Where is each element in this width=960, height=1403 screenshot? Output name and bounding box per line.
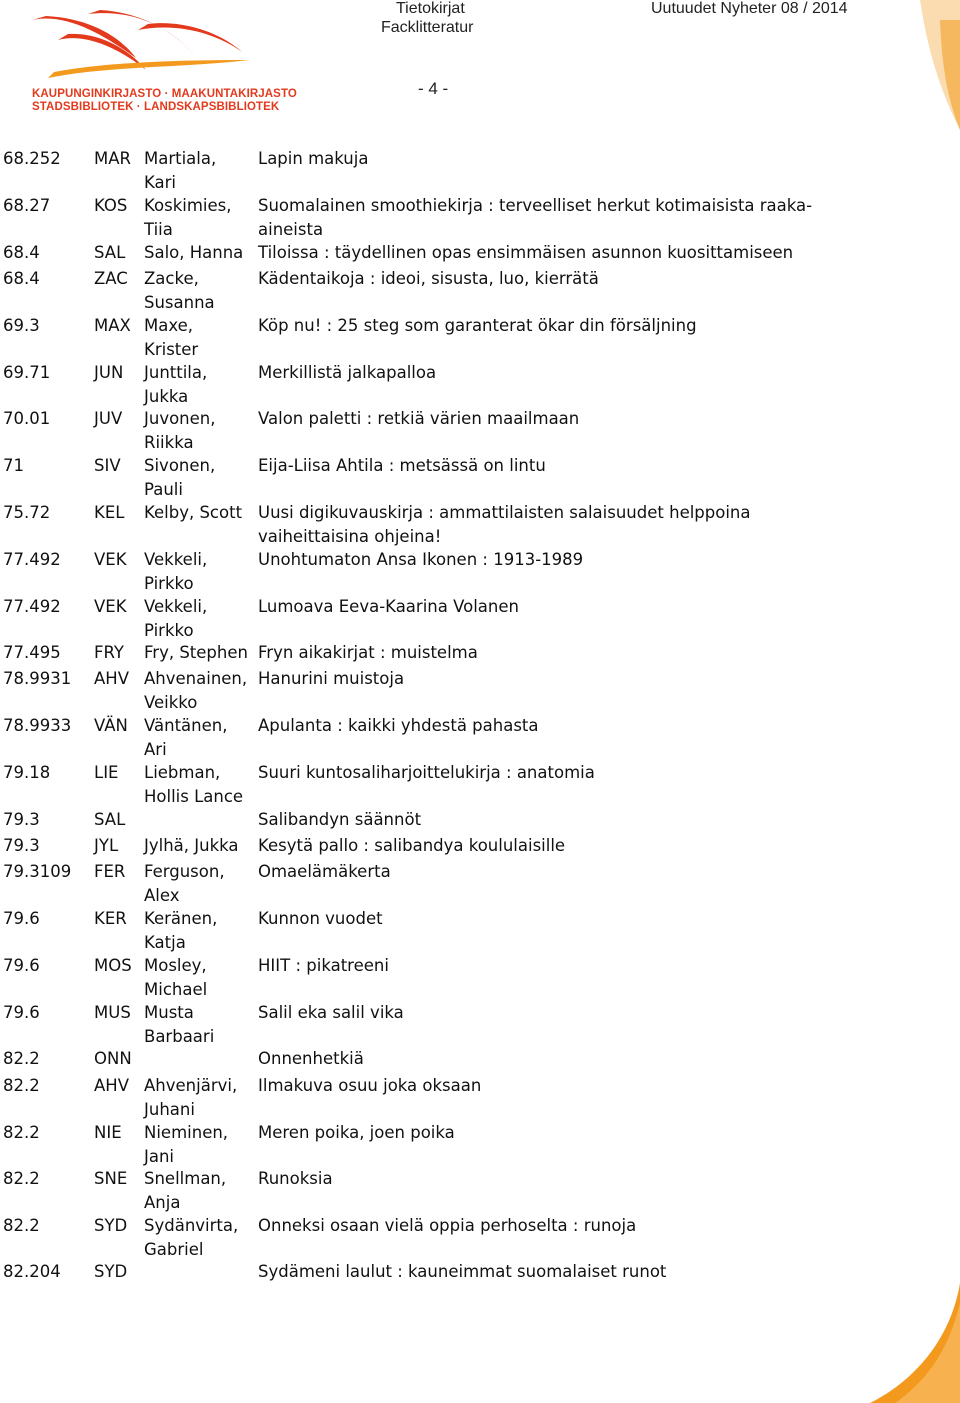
class-number: 71 [3,456,24,475]
author: Vekkeli, Pirkko [144,550,208,593]
shelf-code: AHV [94,669,129,688]
author: Martiala, Kari [144,149,217,192]
class-number: 79.3 [3,836,40,855]
shelf-code: KEL [94,503,125,522]
class-number: 75.72 [3,503,51,522]
author: Junttila, Jukka [144,363,208,406]
class-number: 68.4 [3,269,40,288]
logo-text-line2: STADSBIBLIOTEK · LANDSKAPSBIBLIOTEK [32,101,280,113]
class-number: 70.01 [3,409,51,428]
author: Keränen, Katja [144,909,218,952]
shelf-code: ZAC [94,269,128,288]
book-title: Suomalainen smoothiekirja : terveelliset herkut kotimaisista raaka-aineista [258,196,813,239]
shelf-code: SYD [94,1216,128,1235]
shelf-code: SAL [94,243,126,262]
class-number: 77.495 [3,643,61,662]
shelf-code: FRY [94,643,124,662]
shelf-code: JYL [94,836,119,855]
author: Salo, Hanna [144,243,244,262]
author: Ahvenainen, Veikko [144,669,248,712]
header-issue: Uutuudet Nyheter 08 / 2014 [651,0,848,17]
author: Koskimies, Tiia [144,196,232,239]
class-number: 79.6 [3,909,40,928]
shelf-code: KOS [94,196,128,215]
book-title: Unohtumaton Ansa Ikonen : 1913-1989 [258,550,584,569]
class-number: 78.9933 [3,716,72,735]
class-number: 79.3109 [3,862,72,881]
author: Väntänen, Ari [144,716,228,759]
book-title: Kunnon vuodet [258,909,383,928]
shelf-code: MOS [94,956,132,975]
class-number: 68.4 [3,243,40,262]
author: Ahvenjärvi, Juhani [144,1076,238,1119]
library-logo [28,8,297,114]
book-title: Apulanta : kaikki yhdestä pahasta [258,716,539,735]
book-title: Salibandyn säännöt [258,810,422,829]
book-title: Sydämeni laulut : kauneimmat suomalaiset runot [258,1262,667,1281]
book-title: Salil eka salil vika [258,1003,404,1022]
shelf-code: LIE [94,763,119,782]
author: Nieminen, Jani [144,1123,229,1166]
shelf-code: FER [94,862,126,881]
shelf-code: VEK [94,597,127,616]
class-number: 68.252 [3,149,61,168]
header-category-fi: Tietokirjat [396,0,465,17]
shelf-code: JUV [94,409,123,428]
shelf-code: NIE [94,1123,122,1142]
book-title: Suuri kuntosaliharjoittelukirja : anatomia [258,763,595,782]
book-title: Onnenhetkiä [258,1049,364,1068]
page-number: - 4 - [418,79,449,98]
shelf-code: JUN [94,363,124,382]
author: Ferguson, Alex [144,862,225,905]
book-title: Meren poika, joen poika [258,1123,455,1142]
class-number: 79.3 [3,810,40,829]
shelf-code: AHV [94,1076,129,1095]
book-title: Eija-Liisa Ahtila : metsässä on lintu [258,456,546,475]
shelf-code: VEK [94,550,127,569]
author: Liebman, Hollis Lance [144,763,244,806]
class-number: 68.27 [3,196,51,215]
book-title: Lapin makuja [258,149,369,168]
class-number: 77.492 [3,550,61,569]
shelf-code: SYD [94,1262,128,1281]
class-number: 82.204 [3,1262,61,1281]
author: Fry, Stephen [144,643,248,662]
class-number: 82.2 [3,1076,40,1095]
author: Sivonen, Pauli [144,456,216,499]
shelf-code: MUS [94,1003,131,1022]
author: Maxe, Krister [144,316,199,359]
class-number: 77.492 [3,597,61,616]
author: Kelby, Scott [144,503,243,522]
shelf-code: KER [94,909,127,928]
book-title: Omaelämäkerta [258,862,391,881]
book-title: Köp nu! : 25 steg som garanterat ökar din försäljning [258,316,697,335]
class-number: 79.6 [3,1003,40,1022]
shelf-code: SIV [94,456,121,475]
book-title: Valon paletti : retkiä värien maailmaan [258,409,580,428]
author: Mosley, Michael [144,956,208,999]
book-title: Kesytä pallo : salibandya koululaisille [258,836,566,855]
book-title: Fryn aikakirjat : muistelma [258,643,478,662]
class-number: 82.2 [3,1123,40,1142]
class-number: 82.2 [3,1049,40,1068]
author: Musta Barbaari [144,1003,215,1046]
book-title: Tiloissa : täydellinen opas ensimmäisen asunnon kuosittamiseen [258,243,794,262]
shelf-code: MAR [94,149,131,168]
decorative-swoosh-bottom [840,1283,960,1403]
author: Zacke, Susanna [144,269,215,312]
shelf-code: SNE [94,1169,128,1188]
class-number: 69.71 [3,363,51,382]
book-title: Lumoava Eeva-Kaarina Volanen [258,597,519,616]
shelf-code: VÄN [94,716,128,735]
class-number: 69.3 [3,316,40,335]
book-title: HIIT : pikatreeni [258,956,389,975]
class-number: 79.18 [3,763,51,782]
class-number: 82.2 [3,1169,40,1188]
book-title: Kädentaikoja : ideoi, sisusta, luo, kierrätä [258,269,599,288]
shelf-code: ONN [94,1049,132,1068]
author: Juvonen, Riikka [144,409,216,452]
book-title: Onneksi osaan vielä oppia perhoselta : runoja [258,1216,637,1235]
book-title: Merkillistä jalkapalloa [258,363,437,382]
class-number: 82.2 [3,1216,40,1235]
book-title: Uusi digikuvauskirja : ammattilaisten salaisuudet helppoina vaiheittaisina ohjeina! [258,503,751,546]
header-category-sv: Facklitteratur [381,19,474,36]
shelf-code: SAL [94,810,126,829]
class-number: 79.6 [3,956,40,975]
author: Sydänvirta, Gabriel [144,1216,239,1259]
author: Snellman, Anja [144,1169,227,1212]
book-title: Runoksia [258,1169,333,1188]
author: Jylhä, Jukka [144,836,239,855]
logo-text-line1: KAUPUNGINKIRJASTO · MAAKUNTAKIRJASTO [32,88,297,100]
decorative-swoosh-top [850,0,960,130]
library-logo-mark [28,8,258,88]
book-title: Ilmakuva osuu joka oksaan [258,1076,482,1095]
author: Vekkeli, Pirkko [144,597,208,640]
book-title: Hanurini muistoja [258,669,405,688]
shelf-code: MAX [94,316,131,335]
class-number: 78.9931 [3,669,72,688]
